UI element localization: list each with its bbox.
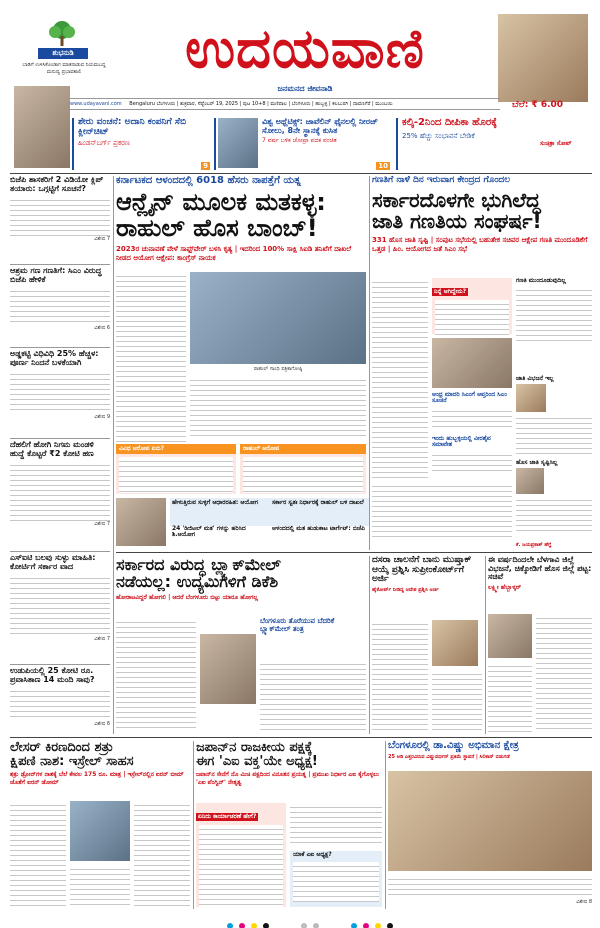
lead-sidebox-3-text: 24 'ಡಿಜಿಟಲ್ ಮತ' ಗಳನ್ನು ಹರಿಸಿದ ಶಿ.ಆಯೋಗ [172,525,246,539]
lead-box-1-title: ವಿವಿಧ ಆರೋಪ ಏನು? [116,444,236,454]
left-column [10,176,110,734]
left-item-3 [10,347,110,438]
teaser-portrait [14,86,70,168]
lead-box-2 [240,444,366,494]
right-box-5-title: ಇಂದು ಹುಬ್ಬಳ್ಳಿಯಲ್ಲಿ ವೀರಶೈವ ಸಮಾವೇಶ [432,435,491,449]
right-headline-1: ಸರ್ಕಾರದೊಳಗೇ ಭುಗಿಲೆದ್ದ [372,187,541,212]
teaser-2 [214,118,390,170]
teaser-2-page: 10 [378,162,388,170]
bottom-story-1 [10,741,190,909]
left-item-2 [10,264,110,347]
mid-1-headline-2: ನಡೆಯಲ್ಲ: ಉದ್ಯಮಿಗಳಿಗೆ ಡಿಕೆಶಿ [116,572,279,592]
right-box-1-title: ನಿನ್ನೆ ಆಗಿದ್ದೇನು? [434,288,467,295]
lead-headline-2: ರಾಹುಲ್ ಹೊಸ ಬಾಂಬ್! [116,213,318,242]
bottom-3-title: ಬೆಂಗಳೂರಲ್ಲಿ ಡಾ.ವಿಷ್ಣು ಅಭಿಮಾನ ಕ್ಷೇತ್ರ [388,740,519,751]
bottom-2-headline-2: ಈಗ 'ಎಐ ವಕ್ತ'ಯೇ ಅಧ್ಯಕ್ಷ! [196,754,318,770]
left-item-4-page: ವಿಶೇಷ 7 [94,521,110,528]
mid-2-photo [432,620,478,666]
print-register-marks [90,914,530,922]
teaser-3 [396,118,536,170]
ad-caption: ಸುಚಿತ್ರಾ ಸೋಪ್ [540,140,572,147]
bottom-3-sub: 25 ಅಡಿ ಎತ್ತರವಿರುವ ವಿಷ್ಣುವರ್ಧನ್ ಪ್ರತಿಮೆ ಸ್ಥಾಪನೆ | ಸಿಲಿಕಾನ್ ಬಿಡುಗಡೆ [388,753,510,760]
right-box-1 [432,278,512,334]
left-item-6-page: ವಿಶೇಷ 6 [94,721,110,728]
left-item-2-page: ವಿಶೇಷ 6 [94,325,110,332]
mid-3-title: ಈ ವರ್ಷದಿಂದಲೇ ಬೆಳಗಾವಿ ಜಿಲ್ಲೆ ವಿಭಜನೆ, ಚಿಕ್ಕೋಡಿಗೆ ಹೊಸ ಜಿಲ್ಲೆ ಪಟ್ಟ: ಸಚಿವೆ [488,555,592,582]
bottom-2-headline-1: ಜಪಾನ್‌ನ ರಾಜಕೀಯ ಪಕ್ಷಕ್ಕೆ [196,740,313,755]
masthead-logo [18,20,110,86]
mid-1-sub: ಹೋರಾಟವಿದ್ದರೆ ಹೋಗಲಿ | ಆದರೆ ಬೆಂಗಳೂರು ಬಿಟ್ಟು ಯಾರೂ ಹೋಗಲ್ಲ [116,593,259,601]
left-item-3-title: ಅಡ್ಡಕಟ್ಟಿ ವಿಧಿವಿಧಿ 25% ಹೆಚ್ಚಳ: ಪೂರ್ಣ ನಿಂದನೆ ಬಳಕೆಯಾಗಿ [10,349,99,367]
left-item-3-page: ವಿಶೇಷ 9 [94,414,110,421]
lead-headline-1: ಆನ್ಲೈನ್ ಮೂಲಕ ಮತಕಳ್ಳ: [116,187,326,216]
lead-kicker: ಕರ್ನಾಟಕದ ಆಳಂದದಲ್ಲಿ 6018 ಹೆಸರು ನಾಪತ್ತೆಗೆ ಯತ್ನ [116,175,301,186]
left-item-1 [10,176,110,264]
bottom-story-3 [388,741,592,909]
teaser-3-title: ಕಲ್ಕಿ-2ನಿಂದ ದೀಪಿಕಾ ಹೊರಕ್ಕೆ [402,117,497,128]
right-sub: 331 ಹೊಸ ಜಾತಿ ಸೃಷ್ಟಿ | ಸಂಪುಟ ಸಭೆಯಲ್ಲಿ ಬಹುತೇಕ ಸಚಿವರ ಆಕ್ಷೇಪ ಗಣತಿ ಮುಂದೂಡಿಕೆಗೆ ಒತ್ತಡ | ಹಿಂ. ಆಯೋಗದ ಜತೆ ಸಿಎಂ ಸಭೆ [372,235,588,253]
lead-photo [190,272,366,364]
right-box-4 [516,376,592,456]
price: ಬೆಲೆ: ₹ 6.00 [512,100,564,110]
right-lead [372,176,592,550]
right-photo-1 [432,338,512,388]
teaser-1-sub: ಹಿಂಡನ್‌ಬರ್ಗ್ ಪ್ರಕರಣ [78,139,130,148]
left-item-6-title: ಉಡುಪಿಯಲ್ಲಿ 25 ಕೋಟಿ ರೂ. ಪ್ರವಾಸಿತಾಣ 14 ಮಂದಿ ಸಾವು? [10,666,95,684]
left-item-4-title: ದೆಹಲಿಗೆ ಹೋಗಿ ನಿಗಮ ಮಂಡಳಿ ಹುದ್ದೆ ಕೊಟ್ಟರೆ ₹2 ಕೋಟಿ ಹಣ [10,440,94,458]
left-item-4 [10,438,110,551]
mid-1-photo [200,634,256,704]
lead-sidebox-1-text: ಹೇಳುತ್ತಿರುವ ಸುಳ್ಳಿಗೆ ಆಧಾರರಹಿತ: ಆಯೋಗ [172,499,258,506]
mid-2-sub: ಹೈಕೋರ್ಟ್ ನೀಡಿದ್ದ ಆದೇಶ ಪ್ರಶ್ನಿಸಿ ಅರ್ಜಿ [372,587,439,594]
left-item-1-page: ವಿಶೇಷ 7 [94,236,110,243]
teaser-2-title: ವಿಶ್ವ ಅಥ್ಲೆಟಿಕ್ಸ್: ಜಾವೆಲಿನ್ ಫೈನಲಲ್ಲಿ ನೀರಜ್ ಸೋಲು, 8ನೇ ಸ್ಥಾನಕ್ಕೆ ಕುಸಿತ [262,117,378,135]
right-box-4-title: ಜಾತಿ ವಿಭಜನೆ ಇಲ್ಲ [516,375,554,382]
right-byline: ಕೆ. ಜಯಪ್ರಕಾಶ್ ಹೆಗ್ಡೆ [516,542,552,548]
bottom-2-box-title: ಏನಿದು ಕಾರ್ಯಾಚರಣೆ ಹೇಗೆ? [198,813,257,820]
logo-subtext: ಬಾಡಿಗೆ ಉಳಿಸಿಕೊಂಡಾಗ ಮಾತನಾಡುವ ನಿಯಮಬದ್ಧ ಮನುಷ್ಯ ಪ್ರಭಾವಶಾಲಿ [22,62,106,75]
dateline: Bengaluru ಬೆಂಗಳೂರು | ಶುಕ್ರವಾರ, ಸೆಪ್ಟೆಂಬರ್ 19, 2025 | ಪುಟ 10+8 | ಮಣಿಪಾಲ | ಬೆಂಗಳೂರು | ಹುಬ್ಬಳ್ಳಿ | ಕಲಬುರಗಿ | ದಾವಣಗೆರೆ | ಮುಂಬಯಿ [129,101,393,107]
bottom-1-photo [70,801,130,861]
right-box-6-title: ಹೊಸ ಜಾತಿ ಸೃಷ್ಟಿಸಿಲ್ಲ [516,459,558,466]
left-item-5-page: ವಿಶೇಷ 7 [94,636,110,643]
mid-story-3 [488,556,592,734]
bottom-1-sub: ಶತ್ರು ಡ್ರೋನ್‌ಗಳ ನಾಶಕ್ಕೆ ಬೆಲೆ ಕೇವಲ 175 ರೂ. ಮಾತ್ರ | ಇಸ್ರೇಲ್‌ನಲ್ಲಿನ ಐರನ್ ಬೀಮ್ ಜೊತೆಗೆ ಐರನ್ ಡೋಮ್ [10,771,184,787]
masthead-title: ಉದಯವಾಣಿ [185,17,425,80]
bottom-1-headline-1: ಲೇಸರ್ ಕಿರಣದಿಂದ ಶತ್ರು [10,740,114,755]
right-box-5 [432,436,512,476]
website: www.udayavani.com [70,101,122,107]
lead-sidebox-4 [270,524,370,534]
lead-sidebox-2-text: ಸರ್ಕಾರ ಸ್ವತಃ ನಿರ್ಧಾರಕ್ಕೆ ರಾಹುಲ್ ಬಳಿ ದಾಖಲೆ [272,499,364,506]
lead-box-1 [116,444,236,494]
left-item-1-title: ಬಿಜೆಪಿ ಶಾಸಕರಿಗೆ 2 ವಿಡಿಯೋ ಕ್ಲಿಪ್ ತಯಾರು: ಒಗ್ಗಟ್ಟಿಗೆ ಸೂಚನೆ? [10,175,104,193]
mid-3-sub: ಲಕ್ಷ್ಮೀ ಹೆಬ್ಬಾಳ್ಕರ್ [488,583,522,591]
right-headline-2: ಜಾತಿ ಗಣತಿಯ ಸಂಘರ್ಷ! [372,209,542,234]
left-item-5-title: ಎಸ್‌ಐಟಿ ಬಲವು ಸುಳ್ಳು ಮಾಹಿತಿ: ಕೋರ್ಟಿಗೆ ಸರ್ಕಾರ ವಾದ [10,553,96,571]
bottom-3-page: ವಿಶೇಷ 8 [576,899,592,905]
left-item-5 [10,551,110,664]
lead-photo-caption: ರಾಹುಲ್ ಗಾಂಧಿ ಪತ್ರಿಕಾಗೋಷ್ಠಿ [253,366,303,372]
lead-sidebox-1 [170,498,270,526]
bottom-story-2 [196,741,382,909]
left-item-2-title: ಆಶ್ರಮ ಗಣ ಗಣತಿಗೆ: ಸಿಎಂ ವಿರುದ್ಧ ಬಿಜೆಪಿ ಹೇಳಿಕೆ [10,266,102,284]
mid-story-1 [116,556,366,734]
teaser-1-page: 9 [203,162,208,170]
mid-1-box-title: ಬೆಂಗಳೂರು ತೊರೆಯುವ ಬೆದರಿಕೆ ಬ್ಲ್ಯಾಕ್‌ಮೇಲ್ ತಂತ್ರ [260,617,335,633]
right-box-6 [516,460,592,540]
teaser-1-title: ಶೇರು ವಂಚನೆ: ಅದಾನಿ ಕಂಪನಿಗೆ ಸೆಬಿ ಕ್ಲೀನ್‌ಚಿಟ್ [78,117,187,137]
masthead-tagline: ಜನಮನದ ಜೀವನಾಡಿ [277,84,333,93]
teaser-2-sub: 7 ವರ್ಷ ಬಳಿಕ ಚೋಪ್ರಾ ಪದಕ ವಂಚಿತ [262,137,337,145]
bottom-3-photo [388,771,592,871]
teaser-1 [72,118,210,170]
teaser-3-sub: 25% ಹೆಚ್ಚು ಸಂಭಾವನೆ ಬೇಡಿಕೆ [402,131,475,140]
right-box-2 [516,278,592,348]
lead-sidebox-3 [170,524,270,541]
right-box-3 [432,392,512,432]
tree-logo-icon [46,20,78,46]
lead-sidebox-4-text: ಆಳಂದದಲ್ಲಿ ಮತ ಹುಡುಕಾಟ ಟಾರ್ಗೆಟ್: ಬಿಜೆಪಿ [272,525,366,532]
lead-box-2-title: ರಾಹುಲ್ ಆರೋಪ [240,444,366,454]
lead-sub: 2023ರ ಚುನಾವಣೆ ವೇಳೆ ಸಾಫ್ಟ್‌ವೇರ್ ಬಳಸಿ ಕೃತ್ಯ | ಇದರಿಂದ 100% ಸಾಕ್ಷಿ ಸಿಐಡಿ ತನಿಖೆಗೆ ದಾಖಲೆ ನೀಡದ ಆಯೋಗ ಆಕ್ಷೇಪ: ಕಾಂಗ್ರೆಸ್ ನಾಯಕ [116,244,352,262]
mid-3-photo [488,614,532,658]
mid-2-title: ದಸರಾ ಚಾಲನೆಗೆ ಬಾನು ಮುಷ್ತಾಕ್ ಆಯ್ಕೆ ಪ್ರಶ್ನಿಸಿ ಸುಪ್ರೀಂಕೋರ್ಟ್‌ಗೆ ಅರ್ಜಿ [372,555,472,585]
right-box-2-title: ಗಣತಿ ಮುಂದೂಡುವುದಿಲ್ಲ [516,277,566,284]
ad-portrait [498,14,588,102]
logo-caption: ಶುಭನುಡಿ [38,48,88,59]
mid-story-2 [372,556,482,734]
bottom-1-headline-2: ಕ್ಷಿಪಣಿ ನಾಶ: ಇಸ್ರೇಲ್ ಸಾಹಸ [10,754,134,770]
left-item-6 [10,664,110,747]
right-box-3-title: ಆಂಧ್ರ ಮಾದರಿ ಸಿಎಂಗೆ ಆಪ್ತರಿಂದ ಸಿಎಂ ಸೂಚನೆ [432,391,507,405]
bottom-2-box-2 [290,851,382,907]
lead-story [116,176,366,550]
bottom-2-box [196,803,286,907]
mid-1-box [260,618,366,658]
lead-small-photo [116,498,166,546]
teaser-2-photo [218,118,258,168]
dateline-bar [70,98,500,110]
bottom-2-sub: ಜಪಾನ್‌ನ ಸೇನೆಗೆ ನೊ ಮಿಚಿ ಪಕ್ಷದಿಂದ ವಿನೂತನ ಪ್ರಯತ್ನ | ಪ್ರಮುಖ ನಿರ್ಧಾರ ಎಐ ಕೈಗೊಳ್ಳಲು 'ಎಐ ಪೆಂಗ್ವಿನ್' ನೇತೃತ್ವ [196,771,379,787]
mid-1-headline-1: ಸರ್ಕಾರದ ವಿರುದ್ಧ ಬ್ಲ್ಯಾಕ್‌ಮೇಲ್ [116,555,281,574]
bottom-2-box-2-title: ಯಾಕೆ ಎಐ ಅಧ್ಯಕ್ಷ? [293,851,332,858]
right-kicker: ಗಣತಿಗೆ ನಾಳೆ ದಿನ ಇರುವಾಗ ಕೇಂದ್ರದ ಗೊಂದಲ [372,175,511,185]
lead-sidebox-2 [270,498,370,526]
